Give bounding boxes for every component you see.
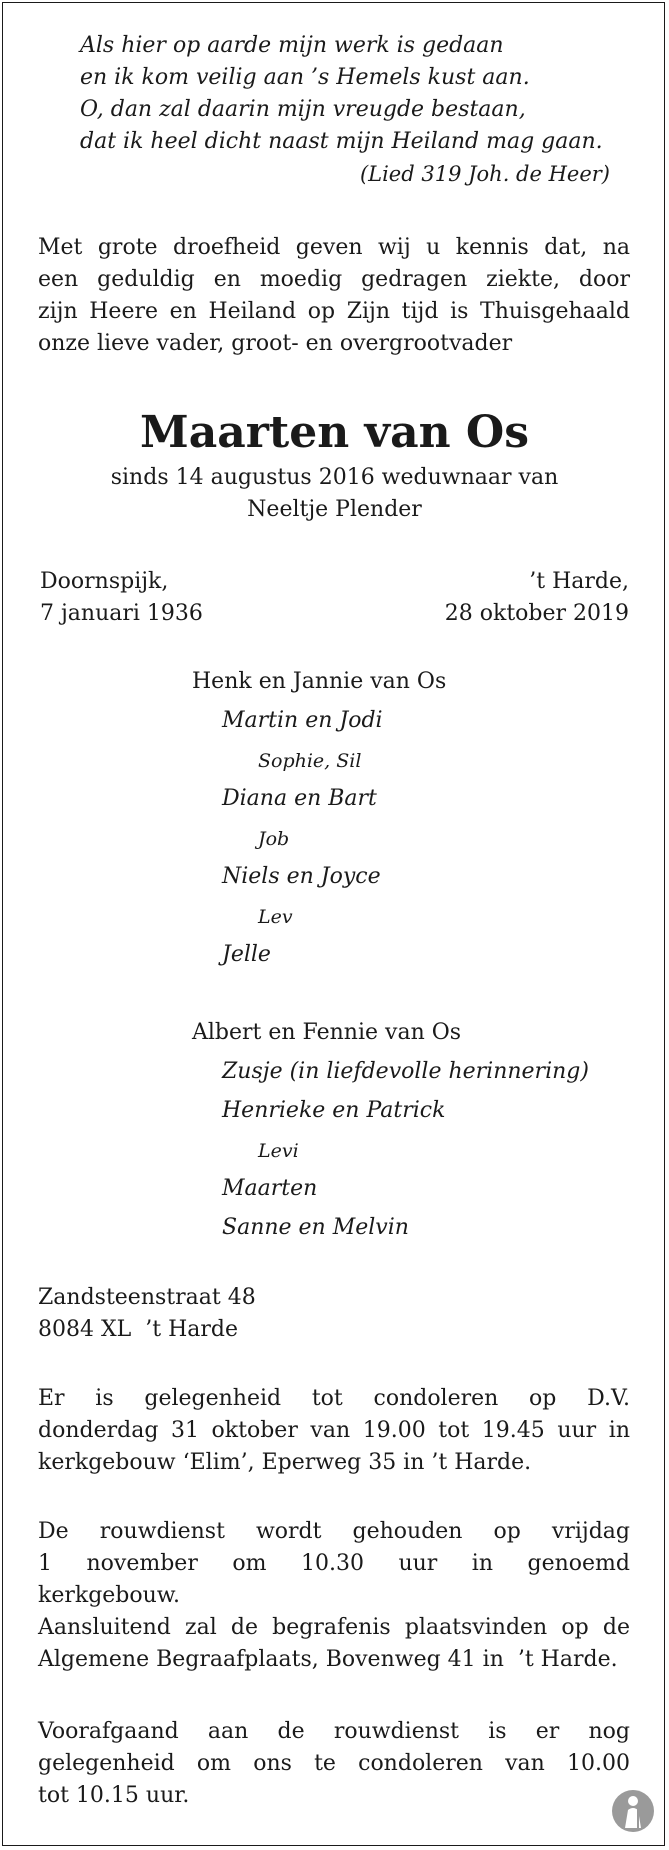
condolence-line: donderdag 31 oktober van 19.00 tot 19.45 uur in <box>38 1418 630 1443</box>
service-line: kerkgebouw. <box>38 1583 181 1608</box>
pre-service-line: gelegenheid om ons te condoleren van 10.00 <box>38 1751 630 1776</box>
birth-info <box>40 566 203 630</box>
logo-head <box>628 1796 638 1806</box>
widower-line: sinds 14 augustus 2016 weduwnaar van <box>110 465 559 490</box>
spouse-name: Neeltje Plender <box>247 497 422 522</box>
address-city: 8084 XL ’t Harde <box>38 1317 238 1342</box>
condolence-line: Er is gelegenheid tot condoleren op D.V. <box>38 1386 630 1411</box>
service-line: De rouwdienst wordt gehouden op vrijdag <box>38 1519 630 1544</box>
poem-line: Als hier op aarde mijn werk is gedaan <box>80 33 504 58</box>
memorial-logo-icon <box>610 1788 656 1834</box>
condolence-paragraph <box>38 1383 630 1479</box>
poem-line: O, dan zal daarin mijn vreugde bestaan, <box>80 97 526 122</box>
address-street: Zandsteenstraat 48 <box>38 1285 256 1310</box>
intro-line: Met grote droefheid geven wij u kennis dat, na <box>38 235 630 260</box>
poem-line: dat ik heel dicht naast mijn Heiland mag gaan. <box>80 129 603 154</box>
intro-line: een geduldig en moedig gedragen ziekte, door <box>38 267 630 292</box>
service-line: Aansluitend zal de begrafenis plaatsvinden op de <box>38 1615 630 1640</box>
intro-line: zijn Heere en Heiland op Zijn tijd is Thuisgehaald <box>38 299 630 324</box>
deceased-name: Maarten van Os <box>139 407 530 458</box>
death-date: 28 oktober 2019 <box>444 601 629 626</box>
grandchildren: Sophie, Sil <box>258 750 362 772</box>
pre-service-paragraph <box>38 1716 630 1812</box>
family-member: Jelle <box>222 942 271 967</box>
intro-paragraph <box>38 232 630 360</box>
poem-line: en ik kom veilig aan ’s Hemels kust aan. <box>80 65 530 90</box>
logo-staff <box>637 1808 639 1828</box>
family-member: Maarten <box>222 1176 318 1201</box>
death-info <box>445 566 629 630</box>
birth-place: Doornspijk, <box>40 569 169 594</box>
service-line: Algemene Begraafplaats, Bovenweg 41 in ’t Harde. <box>38 1647 618 1672</box>
family-member: Zusje (in liefdevolle herinnering) <box>222 1059 589 1084</box>
family-member: Niels en Joyce <box>222 864 381 889</box>
family-member: Sanne en Melvin <box>222 1215 409 1240</box>
poem <box>80 30 620 190</box>
grandchildren: Levi <box>258 1140 299 1162</box>
family-member: Diana en Bart <box>222 786 377 811</box>
family-member: Martin en Jodi <box>222 708 383 733</box>
service-line: 1 november om 10.30 uur in genoemd <box>38 1551 630 1576</box>
intro-line: onze lieve vader, groot- en overgrootvader <box>38 331 513 356</box>
grandchildren: Lev <box>258 906 293 928</box>
poem-attribution: (Lied 319 Joh. de Heer) <box>359 162 610 186</box>
birth-date: 7 januari 1936 <box>40 601 203 626</box>
deceased-subtitle <box>0 462 669 526</box>
pre-service-line: tot 10.15 uur. <box>38 1783 190 1808</box>
service-paragraph <box>38 1516 630 1676</box>
family-member: Henrieke en Patrick <box>222 1098 446 1123</box>
family-head: Henk en Jannie van Os <box>192 669 447 694</box>
condolence-line: kerkgebouw ‘Elim’, Eperweg 35 in ’t Harde. <box>38 1450 532 1475</box>
pre-service-line: Voorafgaand aan de rouwdienst is er nog <box>38 1719 630 1744</box>
family-head: Albert en Fennie van Os <box>192 1020 462 1045</box>
death-place: ’t Harde, <box>529 569 629 594</box>
grandchildren: Job <box>258 828 290 850</box>
correspondence-address <box>38 1282 256 1346</box>
